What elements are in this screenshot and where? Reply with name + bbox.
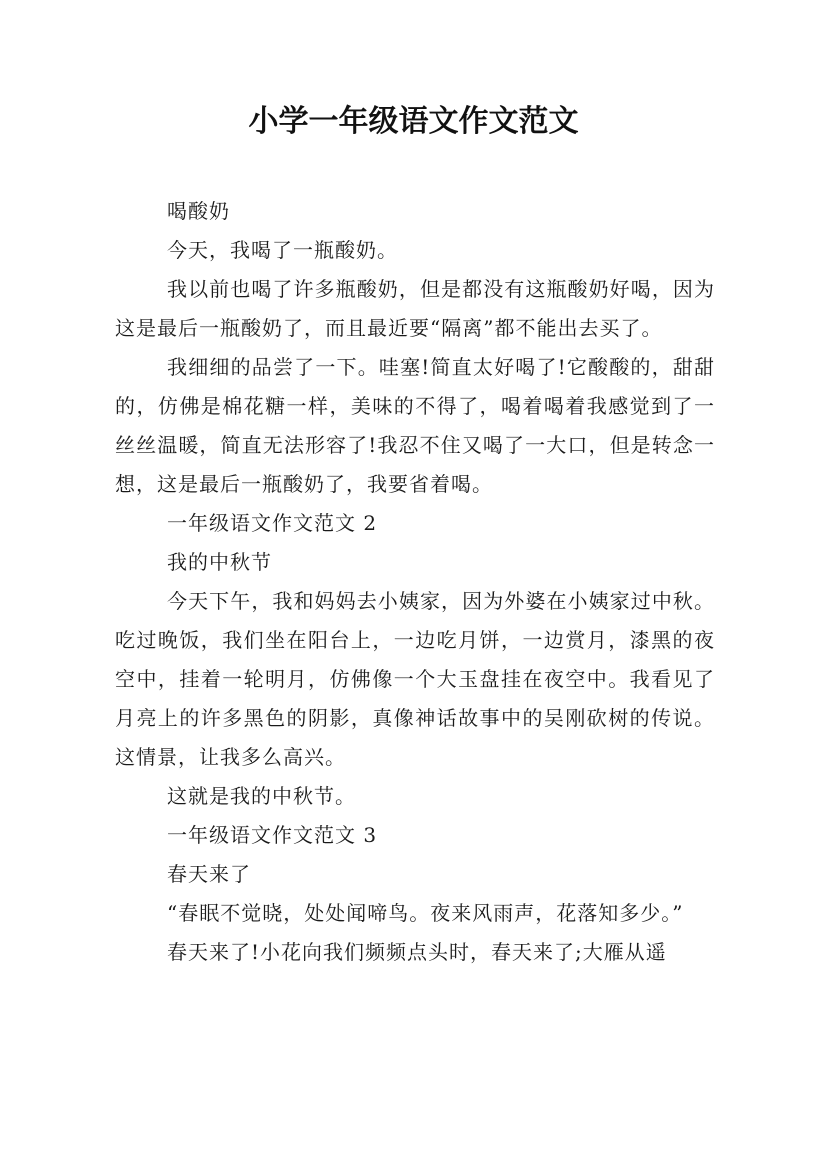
- essay-2-title: 我的中秋节: [167, 550, 272, 574]
- essay-1-title: 喝酸奶: [167, 199, 230, 223]
- essay-3-title: 春天来了: [167, 862, 251, 886]
- paragraph: 今天，我喝了一瓶酸奶。: [167, 238, 398, 262]
- paragraph: 春天来了!小花向我们频频点头时，春天来了;大雁从遥: [167, 940, 667, 964]
- paragraph: 我以前也喝了许多瓶酸奶，但是都没有这瓶酸奶好喝，因为这是最后一瓶酸奶了，而且最近要“隔离”都不能出去买了。: [115, 277, 715, 340]
- section-heading-3: 一年级语文作文范文 3: [167, 823, 378, 847]
- paragraph: 这就是我的中秋节。: [167, 784, 356, 808]
- paragraph: 今天下午，我和妈妈去小姨家，因为外婆在小姨家过中秋。吃过晚饭，我们坐在阳台上，一边吃月饼，一边赏月，漆黑的夜空中，挂着一轮明月，仿佛像一个大玉盘挂在夜空中。我看见了月亮上的许多黑色的阴影，真像神话故事中的吴刚砍树的传说。这情景，让我多么高兴。: [115, 589, 715, 769]
- document-body: [115, 192, 715, 972]
- paragraph: 我细细的品尝了一下。哇塞!简直太好喝了!它酸酸的，甜甜的，仿佛是棉花糖一样，美味的不得了，喝着喝着我感觉到了一丝丝温暖，简直无法形容了!我忍不住又喝了一大口，但是转念一想，这是最后一瓶酸奶了，我要省着喝。: [115, 355, 715, 496]
- section-heading-2: 一年级语文作文范文 2: [167, 511, 378, 535]
- poem-quote: “春眠不觉晓，处处闻啼鸟。夜来风雨声，花落知多少。”: [167, 901, 684, 925]
- document-title: 小学一年级语文作文范文: [248, 104, 579, 139]
